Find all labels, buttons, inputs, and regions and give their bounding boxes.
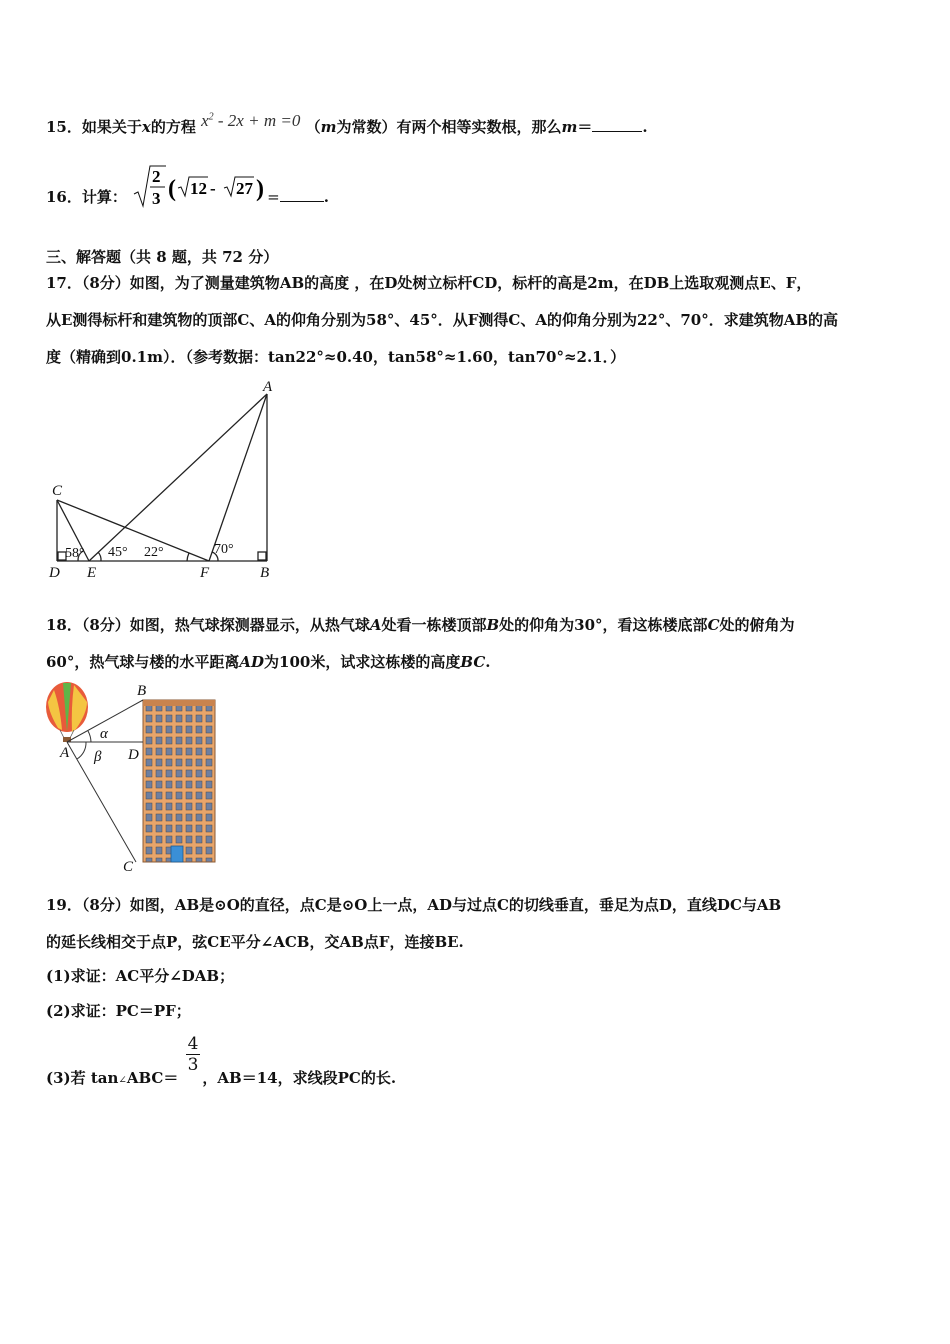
q17-label-F: F	[200, 565, 210, 580]
q16-rad1: 12	[190, 179, 208, 198]
q18-label-B: B	[137, 683, 147, 699]
q17-label-C: C	[52, 483, 63, 499]
q18-label-C: C	[123, 859, 134, 875]
q17-angle-58: 58°	[65, 546, 85, 561]
q18-label-D: D	[128, 747, 139, 763]
question-15: 15．如果关于x的方程 $x^2 - 2x + m =0$ （m为常数）有两个相等实数根，那么m＝ .	[46, 111, 648, 136]
question-16: 16．计算： 2 3 ( 12 - 27 ) = .	[46, 162, 329, 212]
building-icon	[143, 700, 215, 862]
q19-part-3: (3)若 $\tan_\angle ABC=$ $\frac{4}{3}$ ，AB＝14，求线段PC的长.	[46, 1034, 397, 1087]
q17-line-1: 17．（8分）如图，为了测量建筑物AB的高度 ，在D处树立标杆CD，标杆的高是2m，在DB上选取观测点E、F，	[46, 274, 812, 292]
q15-answer-blank[interactable]	[592, 117, 642, 132]
q17-figure	[46, 380, 286, 580]
q18-figure	[44, 680, 224, 875]
svg-text:): )	[256, 176, 265, 202]
q17-label-D: D	[49, 565, 60, 580]
q19-line-2: 的延长线相交于点P，弦CE平分∠ACB，交AB点F，连接BE.	[46, 933, 464, 951]
q16-minus: -	[210, 179, 216, 198]
q15-text-a: 如果关于	[81, 118, 142, 136]
q17-angle-70: 70°	[214, 542, 234, 557]
q17-line-3: 度（精确到0.1m）．（参考数据：tan22°≈0.40，tan58°≈1.60，tan70°≈2.1．）	[46, 348, 626, 366]
q19-part-1: (1)求证：AC平分∠DAB；	[46, 967, 235, 985]
q18-line-1: 18．（8分）如图，热气球探测器显示，从热气球A处看一栋楼顶部B处的仰角为30°，看这栋楼底部C处的俯角为	[46, 616, 795, 634]
q17-angle-45: 45°	[108, 545, 128, 560]
q17-label-E: E	[87, 565, 97, 580]
q16-expression	[132, 162, 267, 214]
q18-line-2: 60°，热气球与楼的水平距离AD为100米，试求这栋楼的高度BC.	[46, 653, 491, 671]
hot-air-balloon-icon	[46, 682, 88, 742]
q16-frac-num: 2	[152, 167, 161, 186]
q16-number: 16．计算：	[46, 188, 127, 206]
q18-label-beta: β	[94, 749, 102, 765]
q15-text-b: 的方程	[150, 118, 196, 136]
q19-line-1: 19．（8分）如图，AB是⊙O的直径，点C是⊙O上一点，AD与过点C的切线垂直，垂足为点D，直线DC与AB	[46, 896, 782, 914]
q19-fraction: $\frac{4}{3}$	[187, 1034, 199, 1075]
q15-number: 15．	[46, 118, 82, 136]
q17-line-2: 从E测得标杆和建筑物的顶部C、A的仰角分别为58°、45°．从F测得C、A的仰角分别为22°、70°．求建筑物AB的高	[46, 311, 839, 329]
q15-var-x: x	[141, 118, 151, 136]
q16-frac-den: 3	[152, 189, 161, 208]
section-3-title: 三、解答题（共 8 题，共 72 分）	[46, 248, 279, 266]
q15-equation: $x^2 - 2x + m =0$	[201, 111, 301, 130]
q16-rad2: 27	[236, 179, 254, 198]
q19-part-2: (2)求证：PC＝PF；	[46, 1002, 191, 1020]
q18-label-A: A	[60, 745, 70, 761]
q17-label-B: B	[260, 565, 270, 580]
q17-angle-22: 22°	[144, 545, 164, 560]
q18-label-alpha: α	[100, 726, 108, 742]
svg-text:(: (	[168, 176, 177, 202]
q16-answer-blank[interactable]	[280, 187, 324, 202]
q17-label-A: A	[263, 380, 273, 395]
